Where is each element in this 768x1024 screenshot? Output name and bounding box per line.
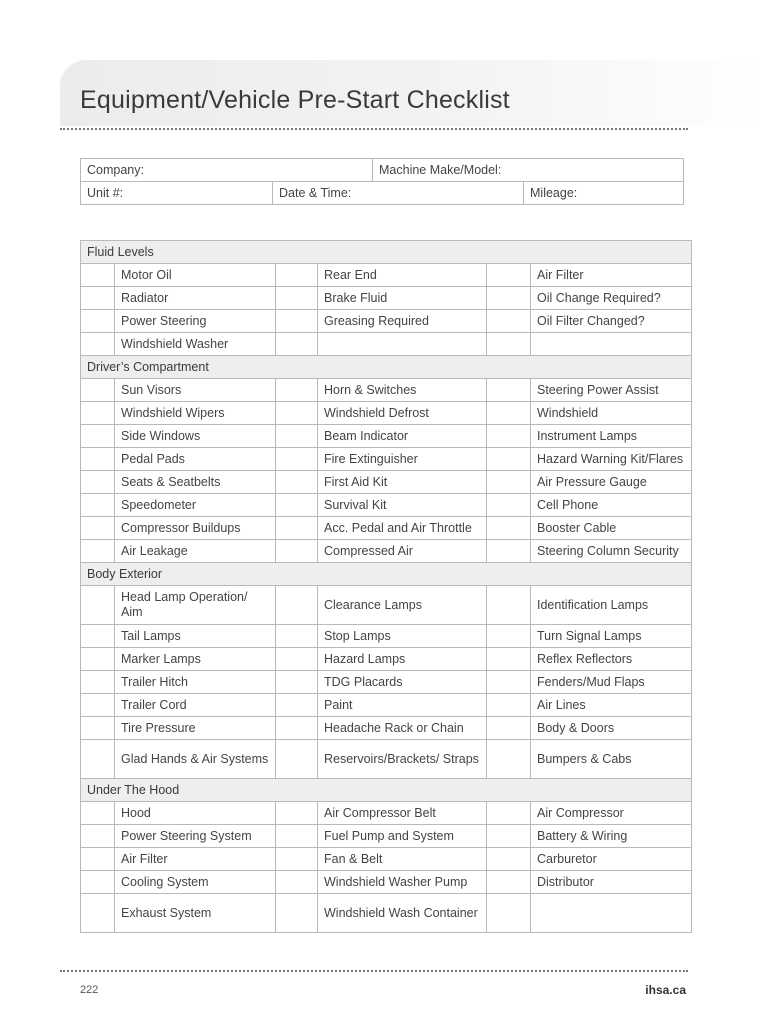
item-label: Brake Fluid bbox=[318, 287, 487, 310]
check-box[interactable] bbox=[276, 802, 318, 825]
check-box[interactable] bbox=[276, 871, 318, 894]
check-box[interactable] bbox=[487, 379, 531, 402]
section-header-hood: Under The Hood bbox=[81, 779, 692, 802]
item-label: Windshield Defrost bbox=[318, 402, 487, 425]
checklist-row bbox=[81, 894, 692, 933]
check-box[interactable] bbox=[276, 586, 318, 625]
check-box[interactable] bbox=[276, 264, 318, 287]
item-label: Tail Lamps bbox=[115, 625, 276, 648]
check-box[interactable] bbox=[487, 310, 531, 333]
check-box[interactable] bbox=[276, 625, 318, 648]
checklist-row bbox=[81, 264, 692, 287]
check-box[interactable] bbox=[276, 494, 318, 517]
section-header-driver: Driver’s Compartment bbox=[81, 356, 692, 379]
item-label: Hazard Warning Kit/Flares bbox=[531, 448, 692, 471]
item-label: Air Compressor Belt bbox=[318, 802, 487, 825]
check-box[interactable] bbox=[276, 694, 318, 717]
item-label: Fenders/Mud Flaps bbox=[531, 671, 692, 694]
check-box[interactable] bbox=[487, 448, 531, 471]
item-label: Air Pressure Gauge bbox=[531, 471, 692, 494]
check-box[interactable] bbox=[487, 540, 531, 563]
section-header-body: Body Exterior bbox=[81, 563, 692, 586]
item-label bbox=[531, 333, 692, 356]
check-box[interactable] bbox=[276, 402, 318, 425]
check-box[interactable] bbox=[81, 694, 115, 717]
item-label: Clearance Lamps bbox=[318, 586, 487, 625]
check-box[interactable] bbox=[276, 717, 318, 740]
check-box[interactable] bbox=[81, 586, 115, 625]
item-label: Hazard Lamps bbox=[318, 648, 487, 671]
checklist-row bbox=[81, 586, 692, 625]
checklist-row bbox=[81, 825, 692, 848]
date-time-field[interactable]: Date & Time: bbox=[273, 182, 524, 205]
checklist-row bbox=[81, 802, 692, 825]
checklist-row bbox=[81, 517, 692, 540]
check-box[interactable] bbox=[487, 894, 531, 933]
item-label: Beam Indicator bbox=[318, 425, 487, 448]
item-label: Radiator bbox=[115, 287, 276, 310]
check-box[interactable] bbox=[487, 825, 531, 848]
item-label: Body & Doors bbox=[531, 717, 692, 740]
header-divider bbox=[60, 128, 688, 130]
check-box[interactable] bbox=[487, 264, 531, 287]
checklist-row bbox=[81, 494, 692, 517]
checklist-row bbox=[81, 625, 692, 648]
check-box[interactable] bbox=[276, 471, 318, 494]
check-box[interactable] bbox=[487, 694, 531, 717]
item-label: Tire Pressure bbox=[115, 717, 276, 740]
check-box[interactable] bbox=[487, 871, 531, 894]
item-label: Motor Oil bbox=[115, 264, 276, 287]
checklist-row bbox=[81, 402, 692, 425]
check-box[interactable] bbox=[81, 448, 115, 471]
item-label: Fan & Belt bbox=[318, 848, 487, 871]
check-box[interactable] bbox=[487, 494, 531, 517]
item-label: Pedal Pads bbox=[115, 448, 276, 471]
check-box[interactable] bbox=[487, 625, 531, 648]
check-box[interactable] bbox=[487, 471, 531, 494]
item-label: Power Steering System bbox=[115, 825, 276, 848]
check-box[interactable] bbox=[276, 287, 318, 310]
item-label: Steering Column Security bbox=[531, 540, 692, 563]
item-label: Stop Lamps bbox=[318, 625, 487, 648]
checklist-row bbox=[81, 671, 692, 694]
item-label: Sun Visors bbox=[115, 379, 276, 402]
section-header-fluid: Fluid Levels bbox=[81, 241, 692, 264]
item-label: Identification Lamps bbox=[531, 586, 692, 625]
item-label: Exhaust System bbox=[115, 894, 276, 933]
item-label: Power Steering bbox=[115, 310, 276, 333]
item-label: Paint bbox=[318, 694, 487, 717]
check-box[interactable] bbox=[487, 648, 531, 671]
item-label bbox=[318, 333, 487, 356]
item-label: Rear End bbox=[318, 264, 487, 287]
item-label: Reflex Reflectors bbox=[531, 648, 692, 671]
check-box[interactable] bbox=[81, 802, 115, 825]
footer-divider bbox=[60, 970, 688, 972]
item-label: Steering Power Assist bbox=[531, 379, 692, 402]
item-label: Survival Kit bbox=[318, 494, 487, 517]
check-box[interactable] bbox=[81, 540, 115, 563]
check-box[interactable] bbox=[81, 379, 115, 402]
item-label bbox=[531, 894, 692, 933]
site-name: ihsa.ca bbox=[645, 983, 686, 997]
info-table-fields bbox=[80, 158, 684, 205]
item-label: Fire Extinguisher bbox=[318, 448, 487, 471]
item-label: Glad Hands & Air Systems bbox=[115, 740, 276, 779]
check-box[interactable] bbox=[276, 848, 318, 871]
page-title: Equipment/Vehicle Pre-Start Checklist bbox=[80, 86, 510, 114]
checklist-row bbox=[81, 740, 692, 779]
item-label: Hood bbox=[115, 802, 276, 825]
check-box[interactable] bbox=[487, 740, 531, 779]
check-box[interactable] bbox=[81, 287, 115, 310]
check-box[interactable] bbox=[487, 802, 531, 825]
check-box[interactable] bbox=[487, 671, 531, 694]
item-label: Oil Filter Changed? bbox=[531, 310, 692, 333]
check-box[interactable] bbox=[487, 586, 531, 625]
check-box[interactable] bbox=[276, 648, 318, 671]
check-box[interactable] bbox=[81, 471, 115, 494]
item-label: Air Filter bbox=[115, 848, 276, 871]
item-label: Windshield Washer Pump bbox=[318, 871, 487, 894]
checklist-row bbox=[81, 310, 692, 333]
check-box[interactable] bbox=[81, 717, 115, 740]
check-box[interactable] bbox=[81, 264, 115, 287]
check-box[interactable] bbox=[81, 333, 115, 356]
check-box[interactable] bbox=[81, 894, 115, 933]
check-box[interactable] bbox=[81, 871, 115, 894]
checklist-row bbox=[81, 871, 692, 894]
item-label: Oil Change Required? bbox=[531, 287, 692, 310]
item-label: Air Leakage bbox=[115, 540, 276, 563]
item-label: Air Lines bbox=[531, 694, 692, 717]
item-label: Marker Lamps bbox=[115, 648, 276, 671]
checklist-row bbox=[81, 717, 692, 740]
item-label: Trailer Cord bbox=[115, 694, 276, 717]
item-label: TDG Placards bbox=[318, 671, 487, 694]
checklist-row bbox=[81, 379, 692, 402]
checklist-row bbox=[81, 471, 692, 494]
item-label: Windshield bbox=[531, 402, 692, 425]
check-box[interactable] bbox=[276, 333, 318, 356]
item-label: Windshield Wash Container bbox=[318, 894, 487, 933]
mileage-field[interactable]: Mileage: bbox=[524, 182, 684, 205]
check-box[interactable] bbox=[276, 448, 318, 471]
item-label: Seats & Seatbelts bbox=[115, 471, 276, 494]
item-label: Turn Signal Lamps bbox=[531, 625, 692, 648]
check-box[interactable] bbox=[487, 425, 531, 448]
check-box[interactable] bbox=[81, 310, 115, 333]
checklist-row bbox=[81, 540, 692, 563]
check-box[interactable] bbox=[81, 825, 115, 848]
item-label: Air Compressor bbox=[531, 802, 692, 825]
check-box[interactable] bbox=[487, 333, 531, 356]
check-box[interactable] bbox=[276, 540, 318, 563]
checklist-row bbox=[81, 848, 692, 871]
item-label: Compressed Air bbox=[318, 540, 487, 563]
check-box[interactable] bbox=[276, 425, 318, 448]
item-label: Head Lamp Operation/ Aim bbox=[115, 586, 276, 625]
item-label: Bumpers & Cabs bbox=[531, 740, 692, 779]
item-label: First Aid Kit bbox=[318, 471, 487, 494]
item-label: Fuel Pump and System bbox=[318, 825, 487, 848]
check-box[interactable] bbox=[276, 310, 318, 333]
check-box[interactable] bbox=[81, 648, 115, 671]
checklist-row bbox=[81, 287, 692, 310]
checklist-row bbox=[81, 333, 692, 356]
item-label: Headache Rack or Chain bbox=[318, 717, 487, 740]
unit-number-field[interactable]: Unit #: bbox=[81, 182, 273, 205]
item-label: Windshield Washer bbox=[115, 333, 276, 356]
check-box[interactable] bbox=[81, 740, 115, 779]
check-box[interactable] bbox=[276, 894, 318, 933]
item-label: Horn & Switches bbox=[318, 379, 487, 402]
item-label: Booster Cable bbox=[531, 517, 692, 540]
item-label: Side Windows bbox=[115, 425, 276, 448]
item-label: Carburetor bbox=[531, 848, 692, 871]
item-label: Speedometer bbox=[115, 494, 276, 517]
check-box[interactable] bbox=[487, 517, 531, 540]
item-label: Trailer Hitch bbox=[115, 671, 276, 694]
check-box[interactable] bbox=[276, 740, 318, 779]
item-label: Cooling System bbox=[115, 871, 276, 894]
checklist-row bbox=[81, 694, 692, 717]
check-box[interactable] bbox=[487, 287, 531, 310]
machine-make-model-field[interactable]: Machine Make/Model: bbox=[373, 159, 684, 182]
check-box[interactable] bbox=[81, 425, 115, 448]
checklist-row bbox=[81, 425, 692, 448]
item-label: Greasing Required bbox=[318, 310, 487, 333]
check-box[interactable] bbox=[81, 517, 115, 540]
check-box[interactable] bbox=[81, 494, 115, 517]
check-box[interactable] bbox=[81, 625, 115, 648]
check-box[interactable] bbox=[487, 717, 531, 740]
check-box[interactable] bbox=[276, 517, 318, 540]
check-box[interactable] bbox=[276, 671, 318, 694]
item-label: Air Filter bbox=[531, 264, 692, 287]
check-box[interactable] bbox=[487, 402, 531, 425]
check-box[interactable] bbox=[487, 848, 531, 871]
check-box[interactable] bbox=[81, 848, 115, 871]
checklist-table bbox=[80, 240, 692, 933]
check-box[interactable] bbox=[276, 379, 318, 402]
checklist-row bbox=[81, 448, 692, 471]
item-label: Cell Phone bbox=[531, 494, 692, 517]
item-label: Acc. Pedal and Air Throttle bbox=[318, 517, 487, 540]
item-label: Battery & Wiring bbox=[531, 825, 692, 848]
page-number: 222 bbox=[80, 984, 99, 996]
item-label: Windshield Wipers bbox=[115, 402, 276, 425]
company-field[interactable]: Company: bbox=[81, 159, 373, 182]
check-box[interactable] bbox=[276, 825, 318, 848]
check-box[interactable] bbox=[81, 402, 115, 425]
item-label: Distributor bbox=[531, 871, 692, 894]
checklist-row bbox=[81, 648, 692, 671]
item-label: Compressor Buildups bbox=[115, 517, 276, 540]
item-label: Instrument Lamps bbox=[531, 425, 692, 448]
item-label: Reservoirs/Brackets/ Straps bbox=[318, 740, 487, 779]
check-box[interactable] bbox=[81, 671, 115, 694]
